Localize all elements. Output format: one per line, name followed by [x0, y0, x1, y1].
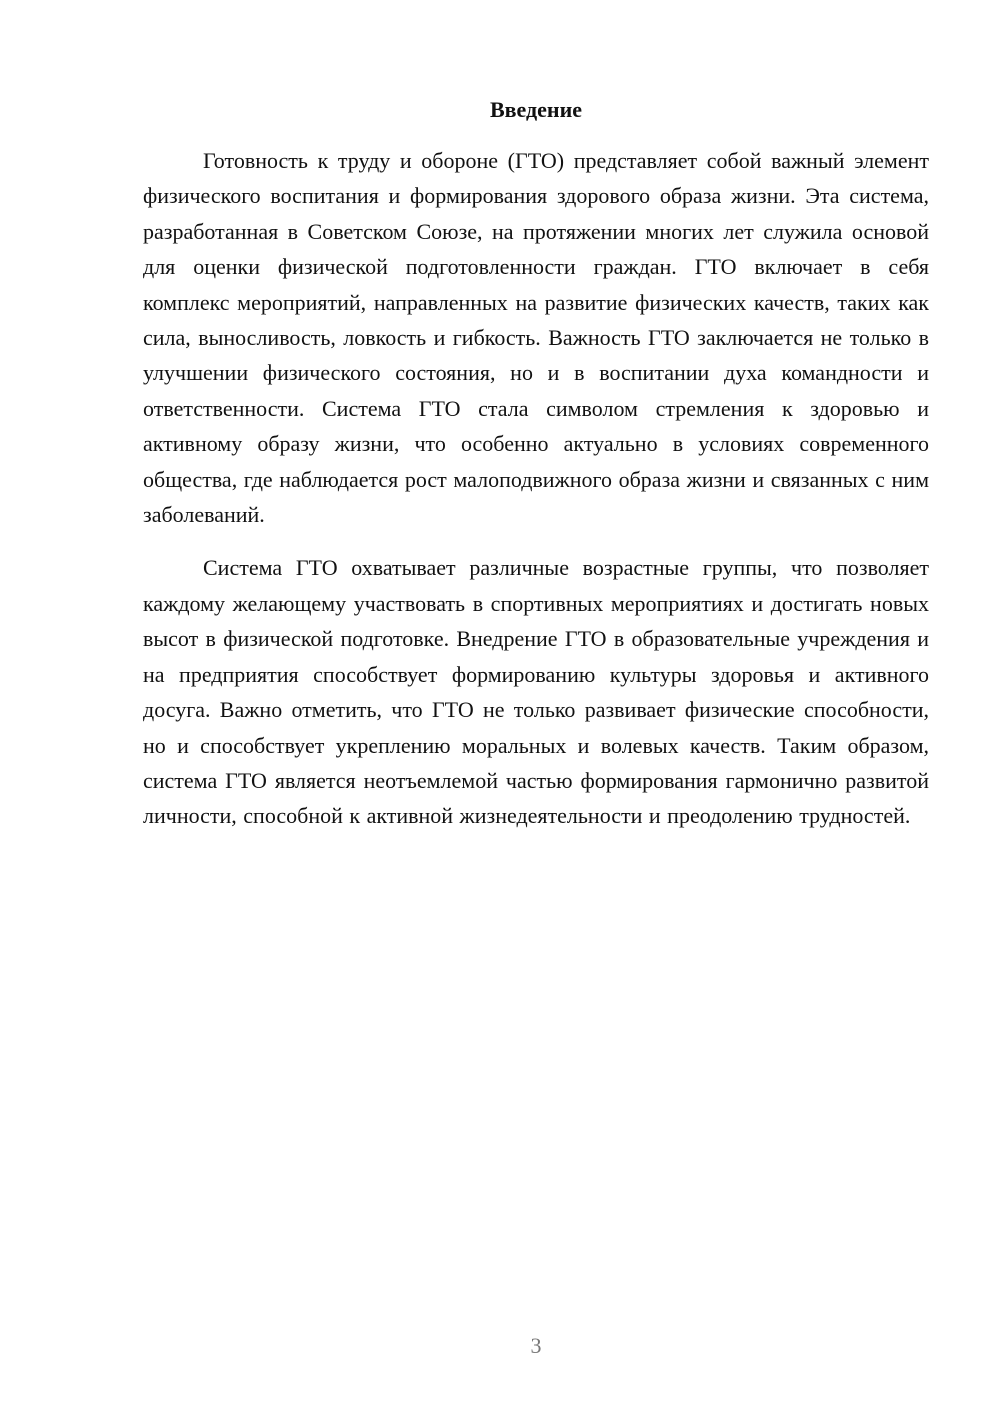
paragraph-2: Система ГТО охватывает различные возрастные группы, что позволяет каждому желающему участвовать в спортивных мероприятиях и достигать новых высот в физической подготовке. Внедрение ГТО в образовательные учреждения и на предприятия способствует формированию культуры здоровья и активного досуга. Важно отметить, что ГТО не только развивает физические способности, но и способствует укреплению моральных и волевых качеств. Таким образом, система ГТО является неотъемлемой частью формирования гармонично развитой личности, способной к активной жизнедеятельности и преодолению трудностей. [143, 555, 929, 829]
paragraph-1: Готовность к труду и обороне (ГТО) представляет собой важный элемент физического воспитания и формирования здорового образа жизни. Эта система, разработанная в Советском Союзе, на протяжении многих лет служила основой для оценки физической подготовленности граждан. ГТО включает в себя комплекс мероприятий, направленных на развитие физических качеств, таких как сила, выносливость, ловкость и гибкость. Важность ГТО заключается не только в улучшении физического состояния, но и в воспитании духа командности и ответственности. Система ГТО стала символом стремления к здоровью и активному образу жизни, что особенно актуально в условиях современного общества, где наблюдается рост малоподвижного образа жизни и связанных с ним заболеваний. [143, 148, 929, 528]
page-number: 3 [530, 1333, 542, 1358]
page-title: Введение [489, 97, 583, 122]
page-content [143, 95, 929, 834]
